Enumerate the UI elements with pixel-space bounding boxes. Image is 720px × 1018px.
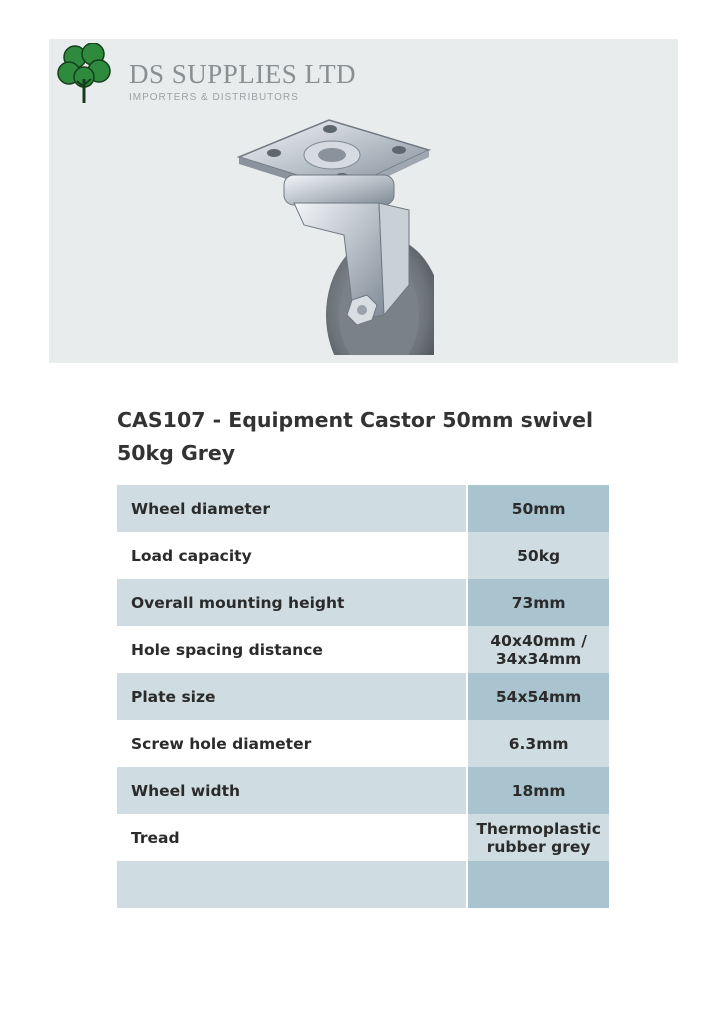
spec-label: Screw hole diameter	[117, 720, 467, 767]
spec-value: Thermoplastic rubber grey	[467, 814, 609, 861]
castor-wheel-icon	[234, 115, 434, 355]
spec-row	[117, 767, 609, 814]
spec-label: Load capacity	[117, 532, 467, 579]
spec-value: 18mm	[467, 767, 609, 814]
product-hero	[49, 39, 678, 363]
spec-label: Overall mounting height	[117, 579, 467, 626]
spec-row	[117, 626, 609, 673]
product-title: CAS107 - Equipment Castor 50mm swivel 50kg Grey	[117, 408, 594, 465]
spec-label: Plate size	[117, 673, 467, 720]
spec-value: 40x40mm / 34x34mm	[467, 626, 609, 673]
spec-label: Wheel diameter	[117, 485, 467, 532]
spec-label: Hole spacing distance	[117, 626, 467, 673]
tree-icon	[57, 43, 113, 105]
spec-row	[117, 720, 609, 767]
spec-row	[117, 532, 609, 579]
spec-row	[117, 861, 609, 908]
spec-label: Tread	[117, 814, 467, 861]
spec-value: 54x54mm	[467, 673, 609, 720]
spec-row	[117, 485, 609, 532]
spec-value	[467, 861, 609, 908]
spec-row	[117, 814, 609, 861]
spec-table	[117, 485, 609, 908]
spec-value: 73mm	[467, 579, 609, 626]
spec-row	[117, 579, 609, 626]
spec-row	[117, 673, 609, 720]
brand-name: DS SUPPLIES LTD	[129, 59, 357, 89]
spec-value: 50kg	[467, 532, 609, 579]
spec-label	[117, 861, 467, 908]
spec-value: 50mm	[467, 485, 609, 532]
spec-label: Wheel width	[117, 767, 467, 814]
brand-tagline: IMPORTERS & DISTRIBUTORS	[129, 92, 299, 103]
brand-logo	[57, 43, 397, 103]
spec-value: 6.3mm	[467, 720, 609, 767]
